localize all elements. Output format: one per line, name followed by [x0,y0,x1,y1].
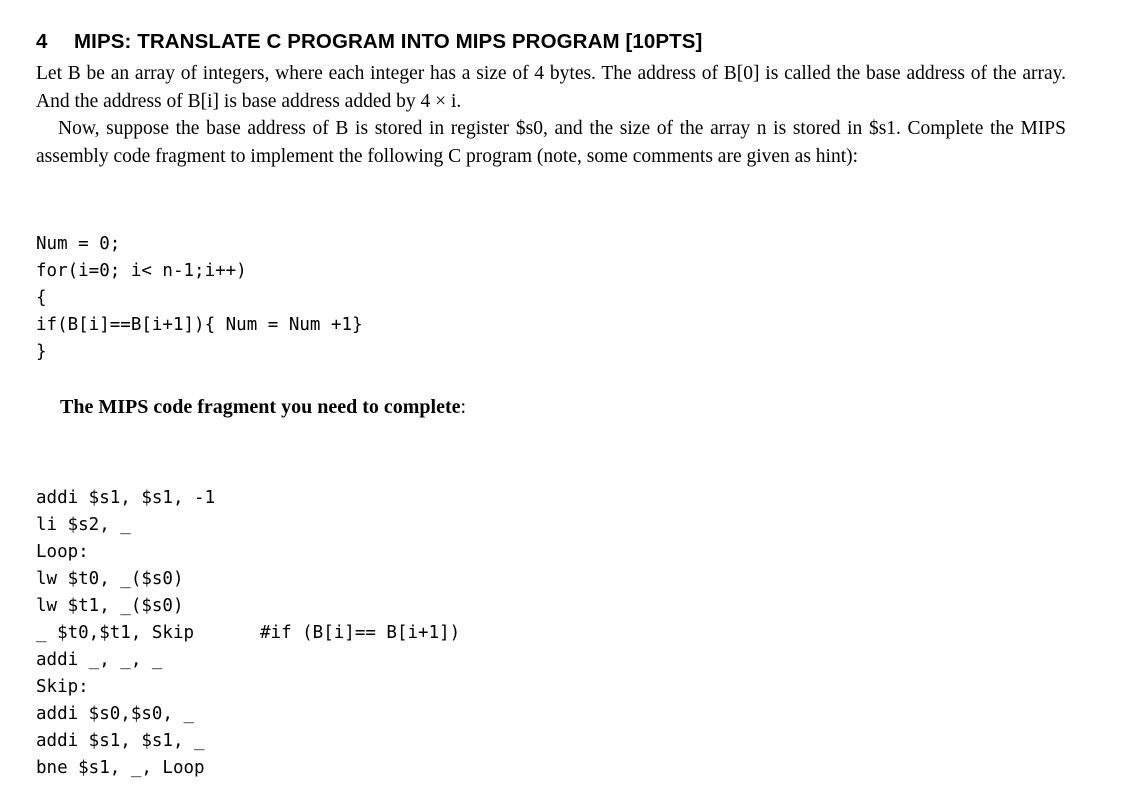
code-line: } [36,342,47,362]
code-text: _ $t0,$t1, Skip [36,623,195,643]
code-line: bne $s1, _, Loop [36,758,205,778]
code-line: Loop: [36,542,89,562]
intro-paragraph-2: Now, suppose the base address of B is stored in register $s0, and the size of the array n is stored in $s1. Complete the MIPS assembly code fragment to implement the following C program (note, some comments are given as hint): [36,118,1066,167]
mips-heading [60,396,466,419]
mips-code [36,485,461,782]
code-line: addi $s1, $s1, _ [36,731,205,751]
code-line: Skip: [36,677,89,697]
code-line: addi $s1, $s1, -1 [36,488,216,508]
section-heading [36,28,1066,56]
page-content [36,28,1066,778]
code-line: li $s2, _ [36,515,131,535]
mips-heading-colon: : [460,396,467,418]
section-title: MIPS: TRANSLATE C PROGRAM INTO MIPS PROGRAM [10PTS] [74,30,703,53]
code-line: lw $t0, _($s0) [36,569,184,589]
intro-paragraph-1: Let B be an array of integers, where each integer has a size of 4 bytes. The address of B[0] is called the base address of the array. And the address of B[i] is base address added by 4 × i. [36,63,1066,112]
mips-heading-text: The MIPS code fragment you need to complete [60,396,461,418]
c-program-code [36,231,363,366]
section-number: 4 [36,30,48,53]
code-line: lw $t1, _($s0) [36,596,184,616]
code-line: if(B[i]==B[i+1]){ Num = Num +1} [36,315,363,335]
code-line: Num = 0; [36,234,121,254]
code-line-with-comment [36,620,461,647]
code-line: for(i=0; i< n-1;i++) [36,261,247,281]
code-line: addi $s0,$s0, _ [36,704,195,724]
code-comment: #if (B[i]== B[i+1]) [260,623,461,643]
code-line: { [36,288,47,308]
code-line: addi _, _, _ [36,650,163,670]
